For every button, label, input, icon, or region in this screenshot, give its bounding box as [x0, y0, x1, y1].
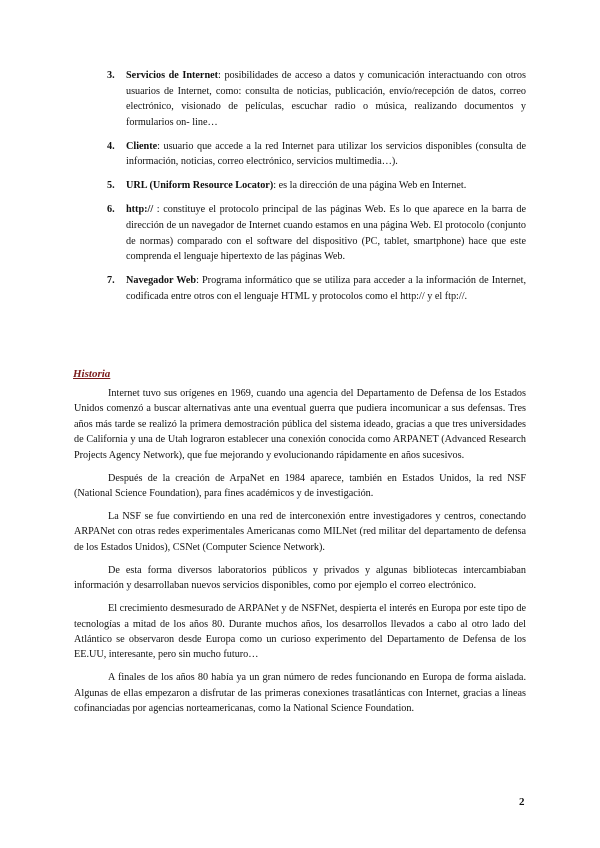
definition-list: [107, 68, 526, 313]
list-item: [107, 139, 526, 170]
list-number: 5.: [107, 180, 115, 192]
list-number: 4.: [107, 140, 115, 152]
list-number: 6.: [107, 204, 115, 216]
list-item: [107, 202, 526, 264]
list-text: : Programa informático que se utiliza para acceder a la información de Internet, codificada entre otros con el lenguaje HTML y protocolos como el http:// y el ftp://.: [126, 275, 526, 302]
paragraph: Después de la creación de ArpaNet en 1984 aparece, también en Estados Unidos, la red NSF (National Science Foundation), para fines académicos y de investigación.: [74, 472, 526, 500]
section-body: [74, 386, 526, 724]
paragraph: Internet tuvo sus orígenes en 1969, cuando una agencia del Departamento de Defensa de los Estados Unidos comenzó a buscar alternativas ante una eventual guerra que pudiera incomunicar a sus defensas. Tres años más tarde se realizó la primera demostración pública del sistema ideado, gracias a que tres universidades de California y una de Utah lograron establecer una conexión conocida como ARPANET (Advanced Research Projects Agency Network), que fue mejorando y evolucionando rápidamente en años sucesivos.: [74, 388, 526, 461]
list-term: http://: [126, 204, 154, 216]
list-text: : posibilidades de acceso a datos y comunicación interactuando con otros usuarios de Internet, como: consulta de noticias, publicación, envío/recepción de datos, correo electrónico, visionado de películas, escuchar radio o música, realizando documentos y formularios on- line…: [126, 70, 526, 128]
list-term: Navegador Web: [126, 275, 197, 287]
list-term: URL (Uniform Resource Locator): [126, 180, 274, 192]
list-text: : constituye el protocolo principal de las páginas Web. Es lo que aparece en la barra de dirección de un navegador de Internet cuando estamos en una página Web. El protocolo (conjunto de normas) comparado con el software del dispositivo (PC, tablet, smartphone) hace que este comprenda el lenguaje hipertexto de las páginas Web.: [126, 204, 526, 263]
list-item: [107, 178, 526, 194]
list-text: : es la dirección de una página Web en Internet.: [273, 180, 467, 192]
paragraph: El crecimiento desmesurado de ARPANet y de NSFNet, despierta el interés en Europa por este tipo de tecnologías a mitad de los años 80. Durante muchos años, los desarrollos llevados a cabo al otro lado del Atlántico se observaron desde Europa como un curioso experimento del Departamento de Defensa de los EE.UU, interesante, pero sin mucho futuro…: [74, 603, 526, 661]
list-term: Cliente: [126, 140, 158, 152]
list-item: [107, 273, 526, 304]
page-number: 2: [519, 796, 525, 808]
list-number: 3.: [107, 70, 115, 81]
paragraph: A finales de los años 80 había ya un gran número de redes funcionando en Europa de forma aislada. Algunas de ellas empezaron a disfrutar de las primeras conexiones trasatlánticas con Internet, gracias a líneas cofinanciadas por agencias norteamericanas, como la National Science Foundation.: [74, 672, 526, 715]
list-text: : usuario que accede a la red Internet para utilizar los servicios disponibles (consulta de información, noticias, correo electrónico, servicios multimedia…).: [126, 140, 526, 168]
paragraph: La NSF se fue convirtiendo en una red de interconexión entre investigadores y centros, conectando ARPANet con otras redes experimentales Americanas como MILNet (red militar del departamento de defensa de los Estados Unidos), CSNet (Computer Science Network).: [74, 511, 526, 553]
list-item: [107, 68, 526, 130]
list-number: 7.: [107, 275, 115, 287]
paragraph: De esta forma diversos laboratorios públicos y privados y algunas bibliotecas intercambiaban información y desarrollaban nuevos servicios disponibles, como por ejemplo el correo electrónico.: [74, 564, 526, 592]
list-term: Servicios de Internet: [126, 70, 219, 81]
section-title: Historia: [73, 368, 111, 380]
